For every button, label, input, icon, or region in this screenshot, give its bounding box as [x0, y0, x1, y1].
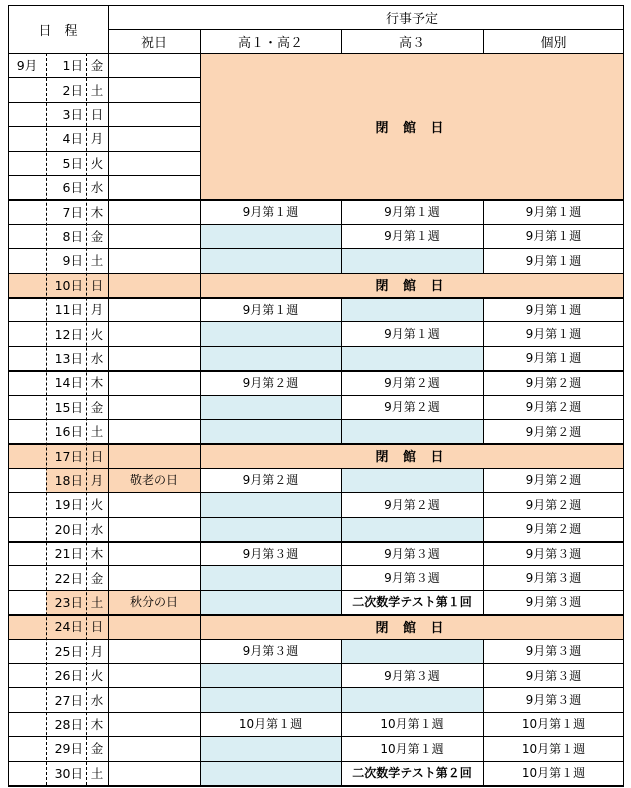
- holiday-cell: [108, 443, 200, 467]
- h12-event-cell: 10月第１週: [238, 717, 303, 732]
- h3-event-cell: [341, 639, 483, 663]
- grade-3-column-line: [341, 736, 342, 760]
- table-border-top: [8, 5, 624, 6]
- row-line: [8, 199, 624, 201]
- grade-3-column-line: [341, 419, 342, 443]
- row-line: [8, 248, 624, 249]
- indiv-event-cell: 9月第３週: [525, 693, 582, 708]
- h3-event-cell: 9月第３週: [384, 668, 440, 683]
- row-line: [8, 492, 624, 493]
- grade-3-column-line: [341, 321, 342, 345]
- individual-column-line: [483, 419, 484, 443]
- holiday-column-header: 祝日: [140, 35, 167, 51]
- weekday-cell: 土: [90, 253, 104, 269]
- individual-column-line: [483, 736, 484, 760]
- day-cell: 13日: [54, 350, 83, 366]
- weekday-cell: 水: [90, 521, 104, 537]
- weekday-cell: 火: [90, 155, 104, 171]
- row-line: [8, 517, 624, 518]
- grade-3-column-line: [341, 639, 342, 663]
- day-cell: 11日: [54, 302, 83, 318]
- row-line: [8, 736, 624, 737]
- individual-column-line: [483, 663, 484, 687]
- holiday-cell: [108, 151, 200, 175]
- day-cell: 22日: [54, 570, 83, 586]
- day-cell: 8日: [62, 228, 83, 244]
- row-line: [8, 663, 624, 664]
- day-cell: 21日: [54, 546, 83, 562]
- row-line: [8, 590, 624, 591]
- indiv-event-cell: 10月第１週: [521, 741, 586, 756]
- events-header: 行事予定: [385, 11, 438, 27]
- day-cell: 18日: [46, 468, 86, 492]
- indiv-event-cell: 9月第２週: [525, 424, 582, 439]
- day-cell: 26日: [54, 668, 83, 684]
- row-line: [8, 443, 624, 445]
- weekday-cell: 土: [90, 765, 104, 781]
- h3-event-cell: 9月第２週: [384, 400, 440, 415]
- row-line: [8, 224, 624, 225]
- holiday-cell: [108, 321, 200, 345]
- day-cell: 2日: [62, 82, 83, 98]
- individual-column-line: [483, 541, 484, 565]
- indiv-event-cell: 10月第１週: [521, 766, 586, 781]
- holiday-cell: [108, 248, 200, 272]
- holiday-cell: [108, 346, 200, 370]
- row-line: [8, 273, 624, 275]
- holiday-cell: [108, 53, 200, 77]
- row-line: [8, 126, 200, 127]
- holiday-cell: 敬老の日: [108, 468, 200, 492]
- day-cell: 29日: [54, 741, 83, 757]
- grade-3-column-line: [341, 565, 342, 589]
- h3-event-cell: [341, 468, 483, 492]
- weekday-cell: 土: [90, 424, 104, 440]
- h12-event-cell: [200, 736, 341, 760]
- row-line: [8, 346, 624, 347]
- indiv-event-cell: 9月第１週: [525, 229, 582, 244]
- day-cell: 25日: [54, 643, 83, 659]
- h12-event-cell: [200, 224, 341, 248]
- individual-column-line: [483, 590, 484, 614]
- day-cell: 5日: [62, 155, 83, 171]
- weekday-cell: 月: [90, 643, 104, 659]
- indiv-event-cell: 9月第３週: [525, 571, 582, 586]
- weekday-cell: 金: [90, 570, 104, 586]
- h12-event-cell: [200, 321, 341, 345]
- h12-event-cell: 9月第３週: [242, 546, 299, 561]
- weekday-cell: 金: [90, 228, 104, 244]
- h12-event-cell: [200, 761, 341, 785]
- weekday-cell: 火: [90, 668, 104, 684]
- individual-column-line: [483, 565, 484, 589]
- grade-3-column-line: [341, 517, 342, 541]
- indiv-event-cell: 9月第２週: [525, 473, 582, 488]
- h3-event-cell: [341, 297, 483, 321]
- row-line: [8, 712, 624, 714]
- h3-event-cell: [341, 248, 483, 272]
- indiv-event-cell: 10月第１週: [521, 717, 586, 732]
- closed-row-label: 閉 館 日: [375, 620, 449, 636]
- h3-event-cell: 9月第１週: [384, 327, 440, 342]
- day-cell: 7日: [62, 204, 83, 220]
- indiv-event-cell: 9月第２週: [525, 522, 582, 537]
- indiv-event-cell: 9月第２週: [525, 497, 582, 512]
- day-cell: 4日: [62, 131, 83, 147]
- individual-column-line: [483, 468, 484, 492]
- indiv-event-cell: 9月第３週: [525, 595, 582, 610]
- day-cell: 6日: [62, 180, 83, 196]
- grade-3-column-line: [341, 346, 342, 370]
- weekday-cell: 水: [90, 180, 104, 196]
- h3-event-cell: 9月第２週: [384, 375, 440, 390]
- h12-event-cell: [200, 517, 341, 541]
- individual-column-line: [483, 687, 484, 711]
- closed-row-label: 閉 館 日: [375, 450, 449, 466]
- individual-column-left: [483, 29, 484, 53]
- holiday-cell: [108, 199, 200, 223]
- indiv-event-cell: 9月第１週: [525, 327, 582, 342]
- h12-event-cell: [200, 590, 341, 614]
- row-line: [8, 151, 200, 152]
- h12-event-cell: [200, 565, 341, 589]
- individual-column-line: [483, 395, 484, 419]
- h12-event-cell: 9月第２週: [242, 375, 299, 390]
- day-cell: 19日: [54, 497, 83, 513]
- row-line: [8, 102, 200, 103]
- holiday-cell: [108, 102, 200, 126]
- indiv-event-cell: 9月第２週: [525, 400, 582, 415]
- holiday-cell: [108, 712, 200, 736]
- individual-column-line: [483, 517, 484, 541]
- grade-3-column-line: [341, 687, 342, 711]
- individual-column-line: [483, 492, 484, 516]
- day-cell: 15日: [54, 399, 83, 415]
- h12-event-cell: [200, 395, 341, 419]
- indiv-event-cell: 9月第２週: [525, 375, 582, 390]
- weekday-cell: 金: [90, 741, 104, 757]
- holiday-cell: [108, 175, 200, 199]
- weekday-cell: 日: [90, 448, 104, 464]
- holiday-cell: [108, 126, 200, 150]
- indiv-event-cell: 9月第３週: [525, 644, 582, 659]
- weekday-cell: 月: [90, 302, 104, 318]
- grade-3-column-line: [341, 712, 342, 736]
- row-line: [8, 639, 624, 641]
- table-border-bottom: [8, 785, 624, 787]
- day-cell: 27日: [54, 692, 83, 708]
- h3-event-cell: [341, 687, 483, 711]
- h12-event-cell: [200, 248, 341, 272]
- grade-3-column-line: [341, 370, 342, 394]
- day-weekday-separator: [86, 53, 87, 785]
- h12-event-cell: 9月第３週: [242, 644, 299, 659]
- holiday-cell: [108, 541, 200, 565]
- individual-column-line: [483, 297, 484, 321]
- row-line: [8, 395, 624, 396]
- h12-event-cell: [200, 492, 341, 516]
- individual-column-line: [483, 761, 484, 785]
- individual-column-line: [483, 712, 484, 736]
- weekday-cell: 木: [90, 204, 104, 220]
- h3-event-cell: [341, 419, 483, 443]
- grade-3-column-line: [341, 468, 342, 492]
- h12-event-cell: 9月第１週: [242, 302, 299, 317]
- row-line: [8, 614, 624, 616]
- indiv-event-cell: 9月第３週: [525, 546, 582, 561]
- day-cell: 16日: [54, 424, 83, 440]
- weekday-cell: 木: [90, 375, 104, 391]
- weekday-cell: 木: [90, 546, 104, 562]
- h12-event-cell: 9月第２週: [242, 473, 299, 488]
- row-line: [8, 321, 624, 322]
- holiday-cell: [108, 297, 200, 321]
- day-cell: 3日: [62, 106, 83, 122]
- weekday-cell: 火: [90, 497, 104, 513]
- holiday-cell: [108, 395, 200, 419]
- holiday-cell: [108, 614, 200, 638]
- indiv-event-cell: 9月第１週: [525, 205, 582, 220]
- h3-event-cell: 二次数学テスト第２回: [352, 766, 472, 781]
- grade-3-column-line: [341, 297, 342, 321]
- holiday-cell: [108, 761, 200, 785]
- weekday-cell: 土: [86, 590, 108, 614]
- grade-3-column-header: 高３: [398, 35, 425, 51]
- h12-event-cell: 9月第１週: [242, 205, 299, 220]
- row-line: [8, 77, 200, 78]
- holiday-cell: [108, 273, 200, 297]
- holiday-cell: [108, 370, 200, 394]
- day-cell: 28日: [54, 716, 83, 732]
- h3-event-cell: 10月第１週: [380, 741, 444, 756]
- day-cell: 14日: [54, 375, 83, 391]
- month-label: 9月: [16, 58, 38, 73]
- day-cell: 23日: [46, 590, 86, 614]
- day-cell: 20日: [54, 521, 83, 537]
- holiday-cell: [108, 419, 200, 443]
- row-line: [8, 761, 624, 762]
- day-cell: 24日: [54, 619, 83, 635]
- holiday-column-right: [200, 29, 201, 785]
- indiv-event-cell: 9月第３週: [525, 668, 582, 683]
- day-cell: 30日: [54, 765, 83, 781]
- holiday-cell: [108, 77, 200, 101]
- closed-block: 閉 館 日: [200, 53, 624, 199]
- header-bottom-line: [8, 53, 624, 54]
- weekday-cell: 金: [90, 58, 104, 74]
- grade-3-column-line: [341, 492, 342, 516]
- individual-column-line: [483, 370, 484, 394]
- h3-event-cell: 9月第２週: [384, 497, 440, 512]
- grade-3-column-line: [341, 248, 342, 272]
- holiday-cell: [108, 663, 200, 687]
- weekday-cell: 水: [90, 692, 104, 708]
- events-header-divider: [108, 29, 624, 30]
- indiv-event-cell: 9月第１週: [525, 253, 582, 268]
- holiday-cell: [108, 565, 200, 589]
- holiday-cell: 秋分の日: [108, 590, 200, 614]
- grade-3-column-line: [341, 199, 342, 223]
- holiday-cell: [108, 687, 200, 711]
- row-line: [8, 565, 624, 566]
- row-line: [8, 468, 624, 470]
- row-line: [8, 297, 624, 299]
- row-line: [8, 175, 200, 176]
- day-cell: 1日: [62, 58, 83, 74]
- h12-event-cell: [200, 419, 341, 443]
- day-cell: 10日: [54, 277, 83, 293]
- h12-event-cell: [200, 663, 341, 687]
- row-line: [8, 370, 624, 372]
- individual-column-line: [483, 346, 484, 370]
- grade-1-2-column-header: 高１・高２: [237, 35, 303, 51]
- holiday-cell: [108, 736, 200, 760]
- h3-event-cell: 9月第３週: [384, 546, 440, 561]
- h3-event-cell: [341, 346, 483, 370]
- h12-event-cell: [200, 687, 341, 711]
- h3-event-cell: 9月第１週: [384, 205, 440, 220]
- holiday-cell: [108, 517, 200, 541]
- day-cell: 9日: [62, 253, 83, 269]
- weekday-cell: 月: [90, 131, 104, 147]
- grade-3-column-line: [341, 663, 342, 687]
- grade-3-column-line: [341, 395, 342, 419]
- grade-3-column-line: [341, 541, 342, 565]
- closed-row-label: 閉 館 日: [375, 279, 449, 295]
- weekday-cell: 火: [90, 326, 104, 342]
- holiday-cell: [108, 639, 200, 663]
- weekday-cell: 日: [90, 106, 104, 122]
- h3-event-cell: 9月第３週: [384, 571, 440, 586]
- day-cell: 17日: [54, 448, 83, 464]
- individual-column-line: [483, 224, 484, 248]
- individual-column-header: 個別: [540, 35, 567, 51]
- weekday-cell: 木: [90, 716, 104, 732]
- individual-column-line: [483, 639, 484, 663]
- grade-3-column-line: [341, 224, 342, 248]
- h3-event-cell: [341, 517, 483, 541]
- indiv-event-cell: 9月第１週: [525, 302, 582, 317]
- individual-column-line: [483, 248, 484, 272]
- row-line: [8, 541, 624, 543]
- weekday-cell: 土: [90, 82, 104, 98]
- weekday-cell: 水: [90, 350, 104, 366]
- row-line: [8, 687, 624, 688]
- holiday-cell: [108, 224, 200, 248]
- weekday-cell: 月: [86, 468, 108, 492]
- grade-3-column-line: [341, 590, 342, 614]
- schedule-header: 日 程: [38, 23, 78, 39]
- holiday-cell: [108, 492, 200, 516]
- indiv-event-cell: 9月第１週: [525, 351, 582, 366]
- weekday-cell: 日: [90, 277, 104, 293]
- row-line: [8, 419, 624, 420]
- grade-3-column-left: [341, 29, 342, 53]
- h12-event-cell: [200, 346, 341, 370]
- day-cell: 12日: [54, 326, 83, 342]
- h3-event-cell: 10月第１週: [380, 717, 444, 732]
- month-day-separator: [46, 53, 47, 785]
- individual-column-line: [483, 199, 484, 223]
- h3-event-cell: 9月第１週: [384, 229, 440, 244]
- individual-column-line: [483, 321, 484, 345]
- weekday-cell: 日: [90, 619, 104, 635]
- h3-event-cell: 二次数学テスト第１回: [352, 595, 472, 610]
- weekday-cell: 金: [90, 399, 104, 415]
- grade-3-column-line: [341, 761, 342, 785]
